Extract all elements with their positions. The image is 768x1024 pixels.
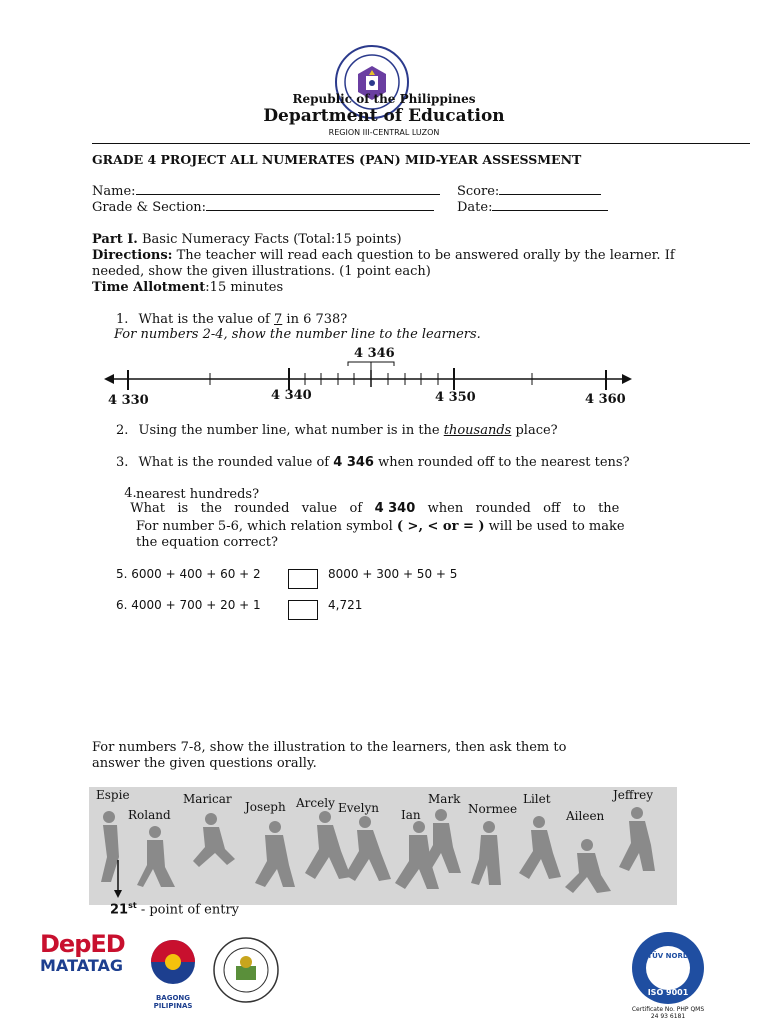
number-line (100, 358, 640, 394)
tuv-nord-iso-badge (630, 930, 706, 1006)
part1-label: Part I. (92, 232, 138, 247)
directions (92, 248, 692, 280)
name-label: Name: (92, 184, 136, 199)
runner-label-jeffrey: Jeffrey (613, 788, 654, 802)
q3-post: when rounded off to the nearest tens? (373, 455, 630, 470)
score-label: Score: (457, 184, 500, 199)
q5-answer-box[interactable] (288, 569, 318, 589)
department-title: Department of Education (263, 106, 505, 126)
directions-text: The teacher will read each question to be answered orally by the learner. If needed, show the given illustrations. (1 point each) (92, 248, 675, 279)
q6-right: 4,721 (328, 598, 363, 612)
nl-label-4350: 4 350 (435, 390, 476, 405)
cert-line-2: 24 93 6181 (650, 1013, 686, 1020)
q1-digit: 7 (274, 312, 283, 327)
runners-illustration (89, 787, 677, 905)
note-7-8-line1: For numbers 7-8, show the illustration to the learners, then ask them to (92, 740, 567, 755)
q1-post: in 6 738? (282, 312, 348, 327)
grade-section-field[interactable] (92, 198, 434, 215)
assessment-title: GRADE 4 PROJECT ALL NUMERATES (PAN) MID-YEAR ASSESSMENT (92, 152, 582, 167)
nl-label-4330: 4 330 (108, 393, 149, 408)
nl-label-4360: 4 360 (585, 392, 626, 407)
q4-line2: nearest hundreds? (136, 487, 260, 502)
region-line: REGION III-CENTRAL LUZON (328, 128, 440, 137)
note56-pre: For number 5-6, which relation symbol (136, 519, 397, 534)
note56-post: will be used to make (484, 519, 625, 534)
q3-number: 3. (116, 455, 129, 470)
q6-left: 6. 4000 + 700 + 20 + 1 (116, 598, 261, 612)
callout-4346: 4 346 (354, 346, 395, 361)
bagong-text: BAGONG PILIPINAS (153, 994, 193, 1010)
q5-left: 5. 6000 + 400 + 60 + 2 (116, 567, 261, 581)
runner-label-mark: Mark (428, 792, 461, 806)
date-label: Date: (457, 200, 493, 215)
note56-line2: the equation correct? (136, 535, 278, 550)
runner-label-roland: Roland (128, 808, 171, 822)
note56-symbols: ( >, < or = ) (396, 519, 485, 534)
q1-number: 1. (116, 312, 129, 327)
iso-text: ISO 9001 (647, 988, 689, 997)
header-rule (92, 143, 750, 144)
q2-em: thousands (443, 423, 512, 438)
date-field[interactable] (457, 198, 608, 215)
q3-pre: What is the rounded value of (138, 455, 334, 470)
q5-right: 8000 + 300 + 50 + 5 (328, 567, 458, 581)
entry-ordinal: 21 (110, 902, 129, 918)
entry-arrow (112, 860, 124, 900)
grade-section-label: Grade & Section: (92, 200, 207, 215)
entry-text: - point of entry (136, 902, 239, 918)
note-7-8-line2: answer the given questions orally. (92, 756, 317, 771)
deped-matatag-logo (40, 930, 140, 1004)
runner-label-ian: Ian (401, 808, 421, 822)
runner-label-normee: Normee (468, 802, 518, 816)
deped-wordmark: DepED (40, 930, 125, 958)
time-allotment (92, 280, 283, 295)
tuv-text: TÜV NORD (647, 952, 689, 960)
q2-post: place? (511, 423, 558, 438)
runner-label-lilet: Lilet (523, 792, 551, 806)
q3-value: 4 346 (333, 455, 374, 470)
q4-post: when rounded off to the (415, 501, 620, 516)
deped-circle-seal (212, 936, 280, 1004)
q4-value: 4 340 (374, 501, 416, 516)
name-field[interactable] (92, 182, 440, 199)
nl-label-4340: 4 340 (271, 388, 312, 403)
q4-number: 4. (124, 486, 137, 501)
q6-answer-box[interactable] (288, 600, 318, 620)
question-1 (116, 312, 347, 327)
runner-label-joseph: Joseph (245, 800, 286, 814)
time-label: Time Allotment (92, 280, 206, 295)
q4-pre: What is the rounded value of (130, 501, 375, 516)
note-5-6 (136, 519, 625, 534)
runner-label-aileen: Aileen (566, 809, 605, 823)
runner-label-evelyn: Evelyn (338, 801, 379, 815)
q2-pre: Using the number line, what number is in the (138, 423, 444, 438)
question-3 (116, 455, 630, 470)
runner-label-espie: Espie (96, 788, 130, 802)
score-field[interactable] (457, 182, 601, 199)
directions-label: Directions: (92, 248, 173, 263)
runner-label-maricar: Maricar (183, 792, 232, 806)
part1-heading (92, 232, 402, 247)
q2-number: 2. (116, 423, 129, 438)
bagong-pilipinas-logo (140, 938, 206, 1010)
entry-sup: st (128, 901, 137, 910)
question-2 (116, 423, 558, 438)
note-2-4: For numbers 2-4, show the number line to the learners. (114, 327, 481, 342)
cert-line-1: Certificate No. PHP QMS (631, 1006, 705, 1013)
part1-text: Basic Numeracy Facts (Total:15 points) (137, 232, 402, 247)
matatag-wordmark: MATATAG (40, 956, 124, 975)
time-text: :15 minutes (205, 280, 284, 295)
republic-line: Republic of the Philippines (292, 92, 476, 106)
q1-pre: What is the value of (138, 312, 274, 327)
runner-label-arcely: Arcely (296, 796, 335, 810)
point-of-entry (110, 901, 239, 917)
